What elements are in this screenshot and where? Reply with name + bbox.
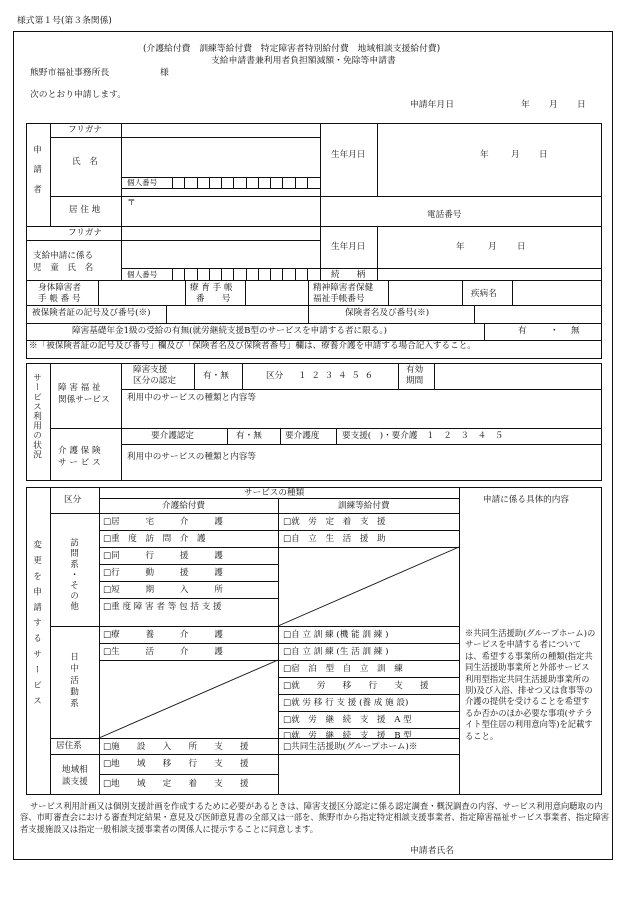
mental-handbook-label-2: 福祉手帳番号 (313, 294, 365, 304)
insurance-number-label: 被保険者証の記号及び番号(※) (32, 308, 151, 318)
welfare-label-2: 関係サービス (58, 395, 110, 405)
service-checkbox[interactable]: □共同生活援助(グループホーム)※ (283, 742, 418, 752)
nursing-benefit-header: 介護給付費 (162, 501, 205, 511)
service-checkbox[interactable]: □居 宅 介 護 (103, 517, 223, 527)
category-residential: 居住系 (56, 741, 82, 751)
mental-handbook-label-1: 精神障害者保健 (313, 283, 374, 293)
date-month: 月 (549, 100, 558, 110)
details-header: 申請に係る具体的内容 (483, 495, 569, 505)
service-types-header: サービスの種類 (244, 488, 305, 498)
child-label-line2: 児 童 氏 名 (33, 263, 94, 273)
care-insurance-label-2: サ ー ビ ス (58, 458, 101, 468)
group-home-note: ※共同生活援助(グループホーム)のサービスを申請する者については、希望する事業所の種類(指定共同生活援助事業所と外部サービス利用型指定共同生活援助事業所の別)及び入浴、排せつ又は食事等の介護の提供を受けることを希望するか否かのほか必要な事項(サテライト型住居の利用意向等)を記載すること。 (465, 628, 596, 741)
physical-handbook-label-1: 身体障害者 (38, 283, 81, 293)
support-cert-yes-no: 有・無 (203, 371, 229, 381)
date-year: 年 (521, 100, 530, 110)
service-checkbox[interactable]: □短 期 入 所 (103, 585, 223, 595)
pension-yes: 有 (518, 326, 527, 336)
child-furigana-label: フリガナ (68, 228, 102, 238)
training-benefit-header: 訓練等給付費 (338, 501, 390, 511)
date-day: 日 (577, 100, 586, 110)
ryoiku-handbook-label-1: 療 育 手 帳 (190, 283, 233, 293)
care-services-in-use: 利用中のサービスの種類と内容等 (127, 452, 256, 462)
service-checkbox[interactable]: □重 度 訪 問 介 護 (103, 534, 206, 544)
form-title-line2: 支給申請書兼利用者負担額減額・免除等申請書 (211, 56, 396, 66)
applicant-address-label: 居 住 地 (69, 205, 101, 215)
service-checkbox[interactable]: □施 設 入 所 支 援 (103, 742, 249, 752)
category-visiting: 訪問系・その他 (68, 538, 79, 613)
addressee-suffix: 様 (160, 68, 169, 78)
usage-section-label: サービス利用の状況 (31, 373, 42, 460)
insurer-label: 保険者名及び番号(※) (345, 308, 430, 318)
service-checkbox[interactable]: □就 労 継 続 支 援 B 型 (283, 731, 412, 741)
support-class-label: 区分 (266, 371, 284, 381)
postal-mark: 〒 (127, 198, 136, 208)
consent-text: サービス利用計画又は個別支援計画を作成するために必要があるときは、障害支援区分認定に係る認定調査・概況調査の内容、サービス利用意向聴取の内容、市町審査会における審査判定結果・意見及び医師意見書の全部又は一部を、熊野市から指定特定相談支援事業者、指定障害福祉サービス事業者、指定障害者支援施設又は指定一般相談支援事業者の関係人に提示することに同意します。 (20, 801, 610, 834)
service-checkbox[interactable]: □同 行 援 護 (103, 551, 223, 561)
child-birth-label: 生年月日 (331, 242, 366, 252)
child-birth-day: 日 (517, 242, 526, 252)
welfare-label-1: 障 害 福 祉 (58, 383, 101, 393)
service-checkbox[interactable]: □就 労 移 行 支 援 (283, 681, 429, 691)
support-class-values: １ ２ ３ ４ ５ ６ (298, 371, 375, 381)
support-cert-label-1: 障害支援 (133, 365, 168, 375)
applicant-mynumber-label: 個人番号 (127, 178, 158, 187)
applicant-section-label: 申請者 (31, 145, 42, 204)
addressee: 熊野市福祉事務所長 (30, 68, 110, 78)
applicant-furigana-label: フリガナ (68, 125, 102, 135)
change-section-label: 変更を申請するサービス (31, 540, 42, 712)
applicant-birth-year: 年 (480, 150, 489, 160)
form-label: 様式第１号(第３条関係) (17, 16, 112, 26)
care-cert-label: 要介護認定 (151, 431, 194, 441)
pension-no: 無 (571, 326, 580, 336)
applicant-name-label: 氏 名 (72, 157, 98, 167)
valid-period-label-1: 有効 (406, 365, 424, 375)
child-label-line1: 支給申請に係る (33, 251, 94, 261)
category-community-1: 地域相 (62, 765, 88, 775)
child-mynumber-label: 個人番号 (127, 270, 158, 279)
child-birth-year: 年 (456, 242, 465, 252)
category-header: 区分 (64, 495, 82, 505)
ryoiku-handbook-label-2: 番 号 (196, 294, 231, 304)
physical-handbook-label-2: 手 帳 番 号 (38, 294, 81, 304)
support-cert-label-2: 区分の認定 (133, 376, 176, 386)
application-date-label: 申請年月日 (410, 100, 454, 110)
care-level-values: 要支援( )・要介護 １ ２ ３ ４ ５ (342, 431, 504, 441)
service-checkbox[interactable]: □自 立 生 活 援 助 (283, 534, 386, 544)
service-checkbox[interactable]: □就 労 継 続 支 援 A 型 (283, 715, 412, 725)
service-checkbox[interactable]: □就 労 定 着 支 援 (283, 517, 386, 527)
category-daytime: 日中活動系 (68, 652, 79, 710)
service-checkbox[interactable]: □地 域 移 行 支 援 (103, 759, 249, 769)
service-checkbox[interactable]: □重 度 障 害 者 等 包 括 支 援 (103, 602, 222, 612)
category-community-2: 談支援 (62, 777, 88, 787)
insurance-note: ※「被保険者証の記号及び番号」欄及び「保険者名及び保険者番号」欄は、療養介護を申請する場合記入すること。 (29, 341, 476, 351)
service-checkbox[interactable]: □療 養 介 護 (103, 630, 223, 640)
phone-label: 電話番号 (427, 210, 462, 220)
care-insurance-label-1: 介 護 保 険 (58, 446, 101, 456)
service-checkbox[interactable]: □行 動 援 護 (103, 568, 223, 578)
service-checkbox[interactable]: □就 労 移 行 支 援 (養 成 施 設) (283, 698, 409, 708)
service-checkbox[interactable]: □宿 泊 型 自 立 訓 練 (283, 664, 403, 674)
valid-period-label-2: 期間 (406, 376, 424, 386)
care-level-label: 要介護度 (285, 431, 320, 441)
welfare-services-in-use: 利用中のサービスの種類と内容等 (127, 393, 256, 403)
applicant-birth-label: 生年月日 (331, 150, 366, 160)
applicant-birth-month: 月 (511, 150, 520, 160)
child-birth-month: 月 (488, 242, 497, 252)
service-checkbox[interactable]: □自 立 訓 練 (生 活 訓 練 ) (283, 647, 389, 657)
relation-label: 続 柄 (331, 270, 366, 280)
service-checkbox[interactable]: □地 域 定 着 支 援 (103, 779, 249, 789)
service-checkbox[interactable]: □自 立 訓 練 (機 能 訓 練 ) (283, 630, 389, 640)
form-title-line1: (介護給付費 訓練等給付費 特定障害者特別給付費 地域相談支援給付費) (143, 44, 441, 54)
disease-label: 疾病名 (471, 289, 497, 299)
pension-separator: ・ (550, 326, 559, 336)
signature-label: 申請者氏名 (410, 846, 454, 856)
applicant-birth-day: 日 (539, 150, 548, 160)
care-cert-yes-no: 有・無 (236, 431, 262, 441)
pension-label: 障害基礎年金1級の受給の有無(就労継続支援B型のサービスを申請する者に限る。) (72, 326, 387, 336)
service-checkbox[interactable]: □生 活 介 護 (103, 647, 223, 657)
intro-text: 次のとおり申請します。 (30, 90, 127, 100)
